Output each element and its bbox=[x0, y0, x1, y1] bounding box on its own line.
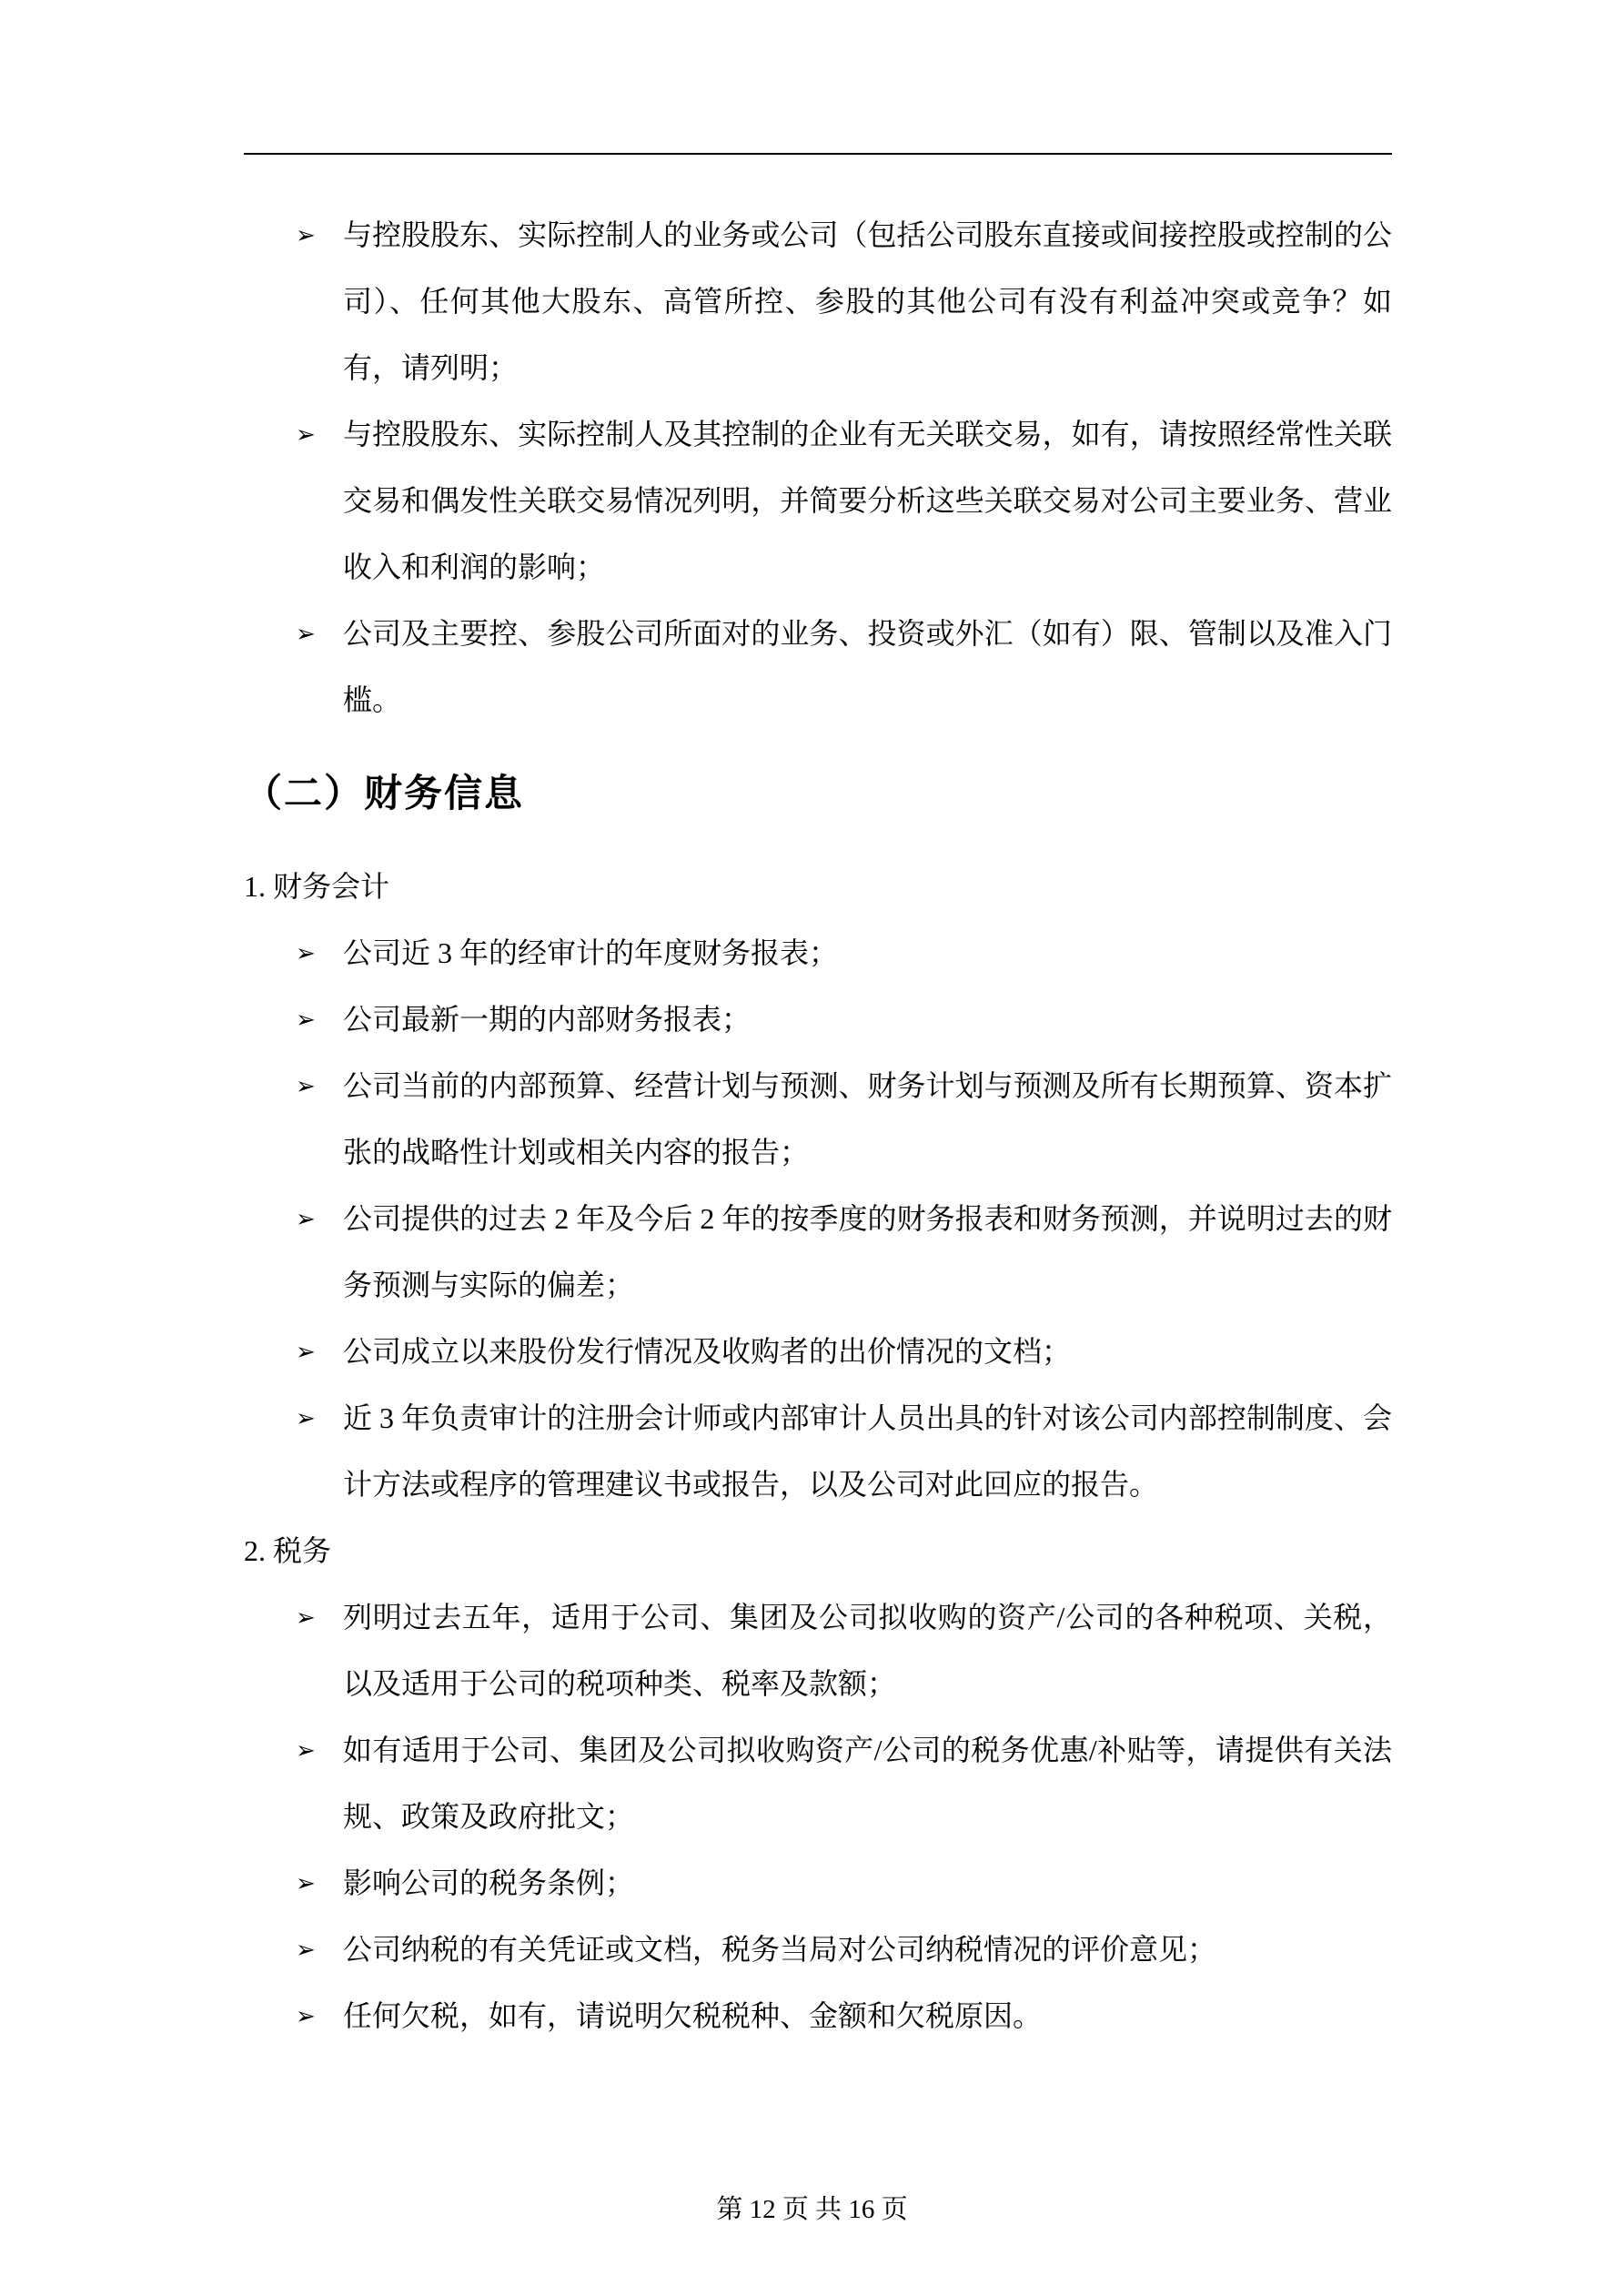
list-item bbox=[244, 1584, 1392, 1717]
bullet-text: 与控股股东、实际控制人的业务或公司（包括公司股东直接或间接控股或控制的公司）、任何其他大股东、高管所控、参股的其他公司有没有利益冲突或竞争？如有，请列明； bbox=[343, 218, 1392, 384]
list-item bbox=[244, 1983, 1392, 2049]
list-item bbox=[244, 1186, 1392, 1319]
list-item bbox=[244, 601, 1392, 733]
bullet-arrow-icon: ➢ bbox=[296, 1073, 316, 1099]
bullet-arrow-icon: ➢ bbox=[296, 222, 316, 248]
list-item bbox=[244, 920, 1392, 986]
bullet-text: 列明过去五年，适用于公司、集团及公司拟收购的资产/公司的各种税项、关税，以及适用于公司的税项种类、税率及款额； bbox=[343, 1601, 1392, 1700]
bullet-text: 公司近 3 年的经审计的年度财务报表； bbox=[343, 936, 839, 969]
subsection-label-tax: 2. 税务 bbox=[244, 1534, 332, 1567]
bullet-arrow-icon: ➢ bbox=[296, 621, 316, 647]
bullet-arrow-icon: ➢ bbox=[296, 1206, 316, 1232]
list-item bbox=[244, 986, 1392, 1053]
list-item bbox=[244, 401, 1392, 601]
bullet-arrow-icon: ➢ bbox=[296, 421, 316, 448]
bullet-text: 公司最新一期的内部财务报表； bbox=[343, 1003, 751, 1036]
bullet-text: 公司纳税的有关凭证或文档，税务当局对公司纳税情况的评价意见； bbox=[343, 1933, 1217, 1966]
bullet-text: 公司及主要控、参股公司所面对的业务、投资或外汇（如有）限、管制以及准入门槛。 bbox=[343, 617, 1392, 716]
intro-bullet-list bbox=[244, 202, 1392, 733]
bullet-arrow-icon: ➢ bbox=[296, 2003, 316, 2029]
bullet-arrow-icon: ➢ bbox=[296, 1405, 316, 1431]
section-heading-financial-info: （二）财务信息 bbox=[244, 772, 525, 814]
bullet-arrow-icon: ➢ bbox=[296, 1937, 316, 1963]
bullet-arrow-icon: ➢ bbox=[296, 940, 316, 966]
list-item bbox=[244, 1917, 1392, 1983]
bullet-arrow-icon: ➢ bbox=[296, 1737, 316, 1764]
list-item bbox=[244, 1717, 1392, 1850]
bullet-text: 影响公司的税务条例； bbox=[343, 1866, 635, 1899]
list-item bbox=[244, 1053, 1392, 1186]
tax-bullet-list bbox=[244, 1584, 1392, 2049]
accounting-bullet-list bbox=[244, 920, 1392, 1518]
page-footer: 第 12 页 共 16 页 bbox=[716, 2195, 908, 2224]
bullet-text: 公司提供的过去 2 年及今后 2 年的按季度的财务报表和财务预测，并说明过去的财务预测与实际的偏差； bbox=[343, 1202, 1392, 1301]
bullet-arrow-icon: ➢ bbox=[296, 1604, 316, 1631]
bullet-arrow-icon: ➢ bbox=[296, 1870, 316, 1896]
bullet-text: 公司成立以来股份发行情况及收购者的出价情况的文档； bbox=[343, 1335, 1072, 1368]
list-item bbox=[244, 1319, 1392, 1385]
bullet-text: 近 3 年负责审计的注册会计师或内部审计人员出具的针对该公司内部控制制度、会计方法或程序的管理建议书或报告，以及公司对此回应的报告。 bbox=[343, 1401, 1392, 1501]
page-content bbox=[244, 187, 1392, 2049]
bullet-text: 如有适用于公司、集团及公司拟收购资产/公司的税务优惠/补贴等，请提供有关法规、政策及政府批文； bbox=[343, 1734, 1392, 1833]
bullet-text: 任何欠税，如有，请说明欠税税种、金额和欠税原因。 bbox=[343, 1999, 1043, 2032]
header-rule bbox=[244, 153, 1392, 155]
list-item bbox=[244, 1385, 1392, 1518]
subsection-label-accounting: 1. 财务会计 bbox=[244, 870, 390, 903]
list-item bbox=[244, 1850, 1392, 1917]
bullet-text: 公司当前的内部预算、经营计划与预测、财务计划与预测及所有长期预算、资本扩张的战略性计划或相关内容的报告； bbox=[343, 1069, 1392, 1168]
bullet-arrow-icon: ➢ bbox=[296, 1339, 316, 1365]
bullet-arrow-icon: ➢ bbox=[296, 1006, 316, 1033]
bullet-text: 与控股股东、实际控制人及其控制的企业有无关联交易，如有，请按照经常性关联交易和偶发性关联交易情况列明，并简要分析这些关联交易对公司主要业务、营业收入和利润的影响； bbox=[343, 418, 1392, 583]
list-item bbox=[244, 202, 1392, 401]
